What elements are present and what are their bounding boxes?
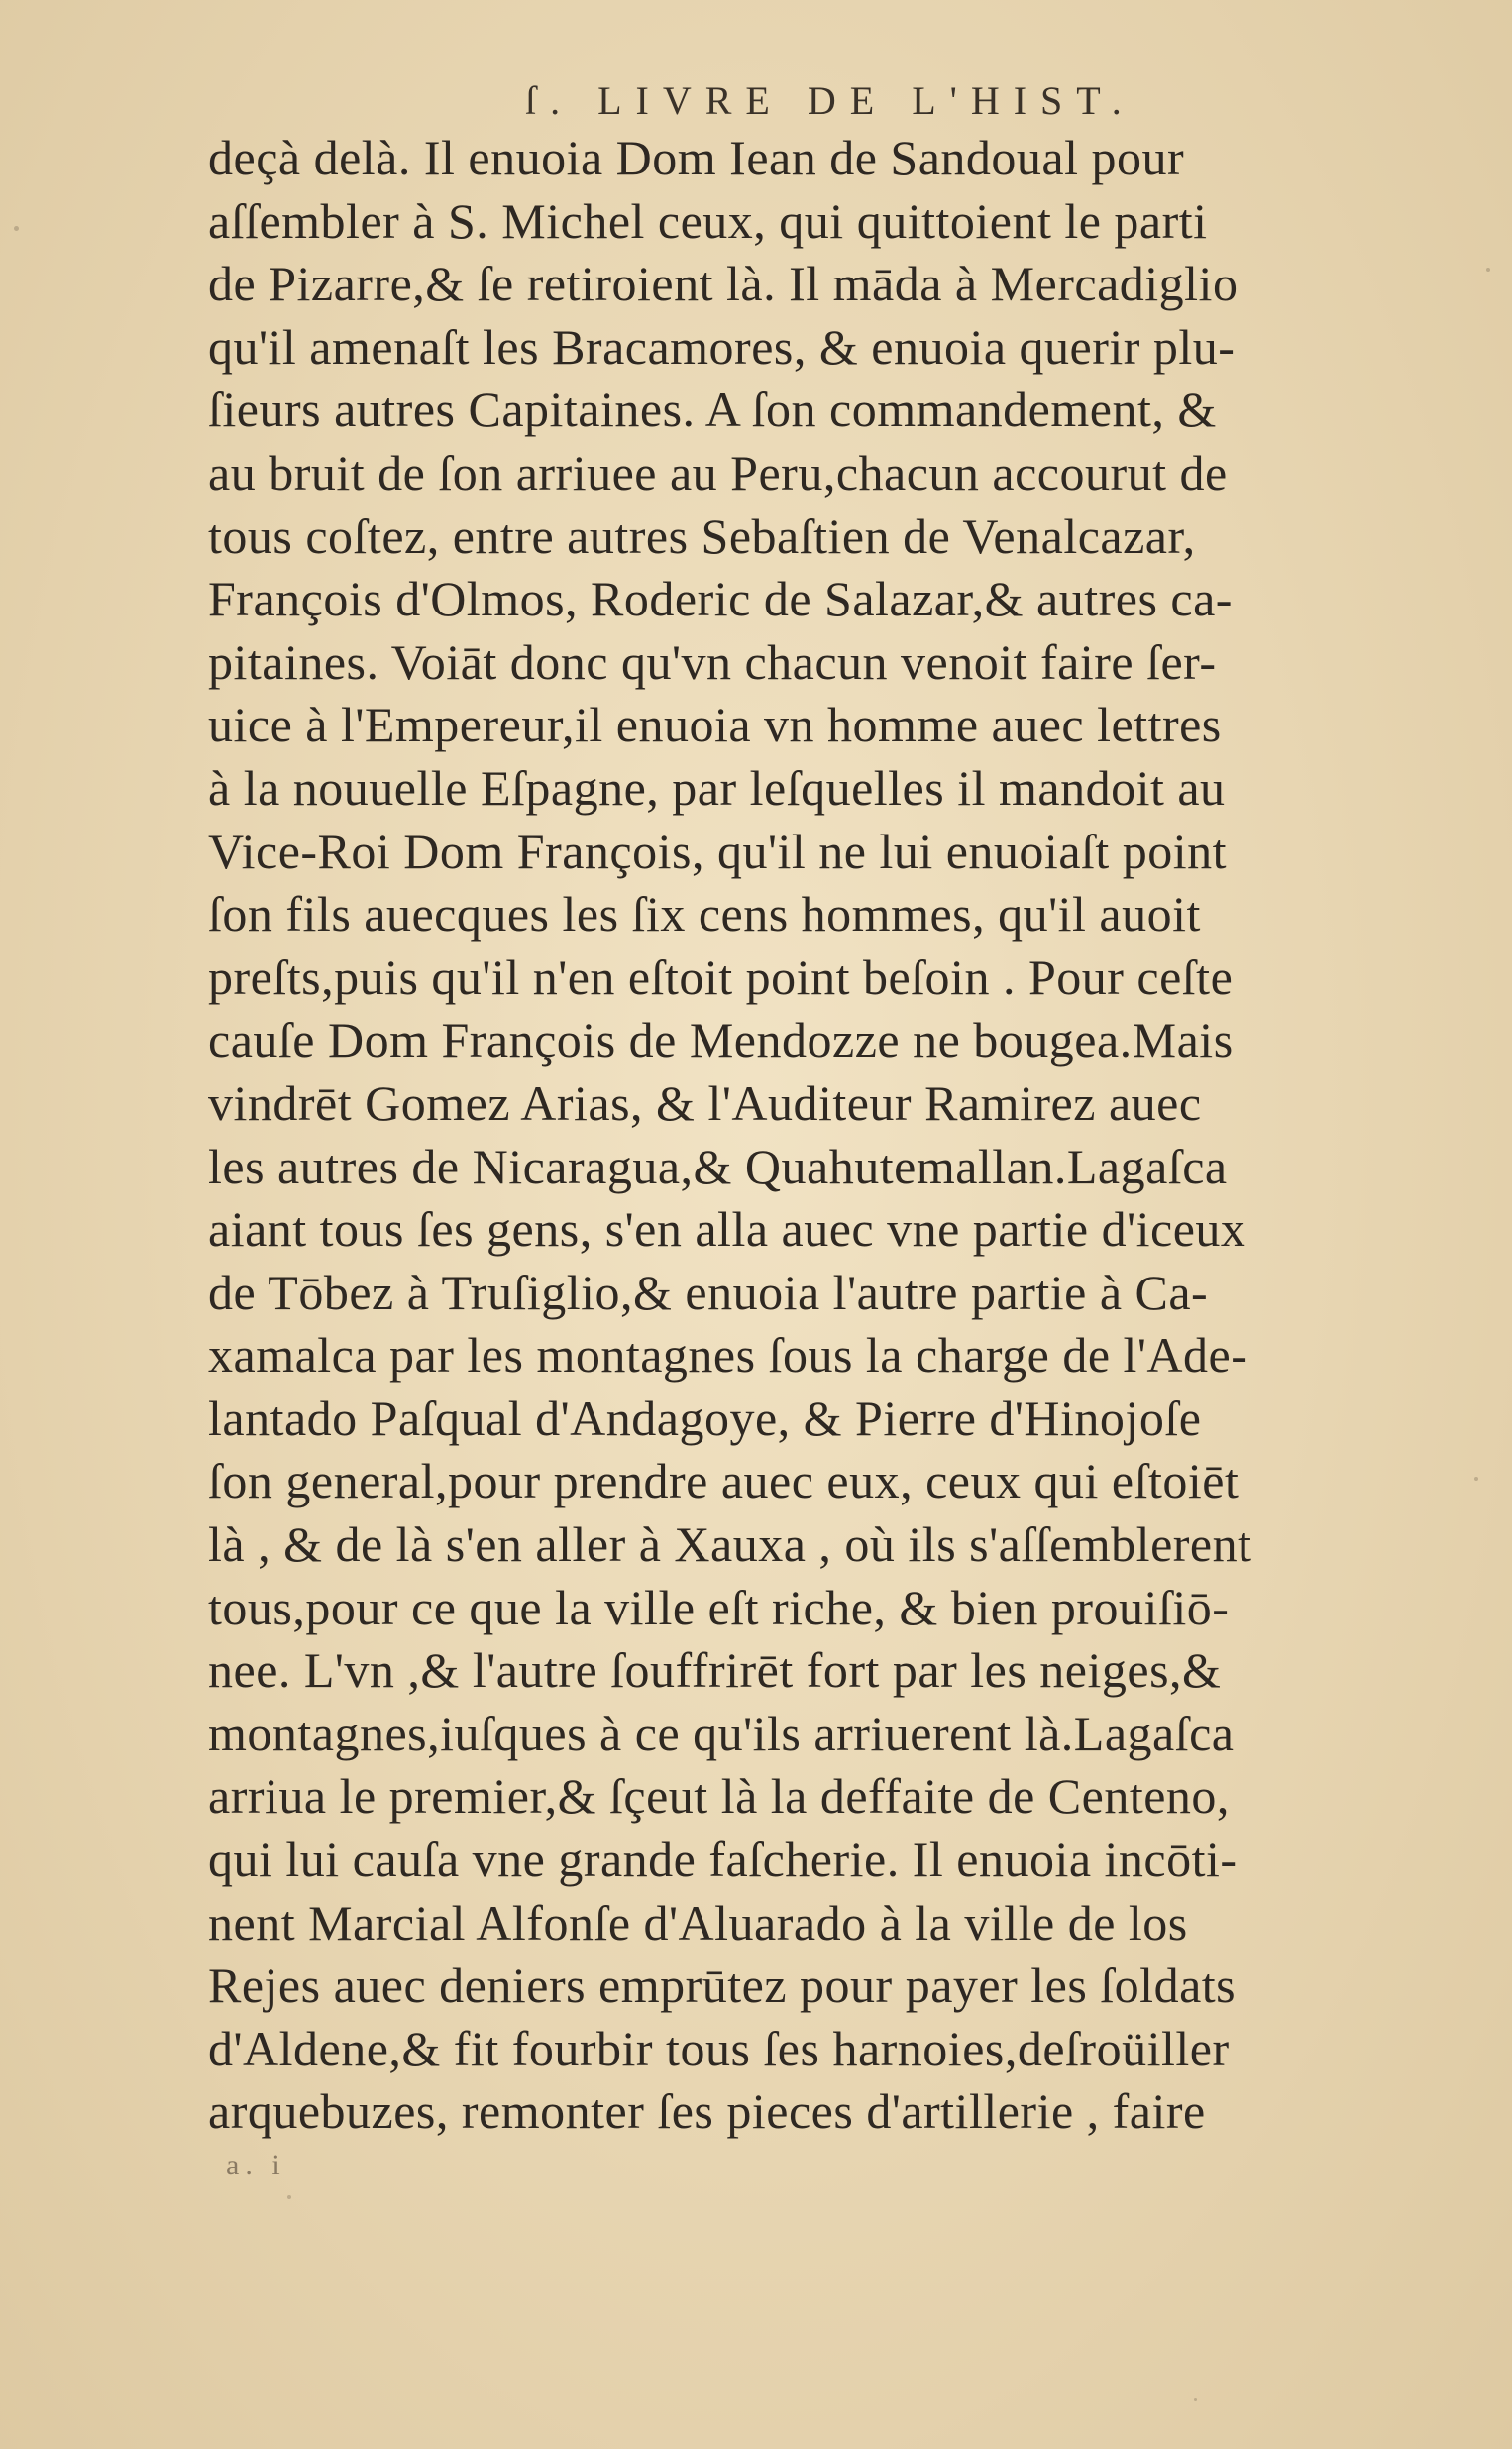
text-line: d'Aldene,& fit fourbir tous ſes harnoies,deſroüiller — [208, 2020, 1230, 2076]
paper-speck — [1474, 1477, 1478, 1481]
signature-mark: a. i — [226, 2149, 286, 2181]
text-line: nent Marcial Alfonſe d'Aluarado à la ville de los — [208, 1894, 1188, 1950]
text-line: à la nouuelle Eſpagne, par leſquelles il mandoit au — [208, 759, 1226, 816]
text-line: arquebuzes, remonter ſes pieces d'artillerie , faire — [208, 2083, 1206, 2140]
text-line: pitaines. Voiāt donc qu'vn chacun venoit faire ſer- — [208, 633, 1217, 690]
text-line: de Tōbez à Truſiglio,& enuoia l'autre partie à Ca- — [208, 1264, 1209, 1320]
text-line: vindrēt Gomez Arias, & l'Auditeur Ramirez auec — [208, 1074, 1202, 1131]
page-header — [0, 71, 1512, 131]
text-line: nee. L'vn ,& l'autre ſouffrirēt fort par les neiges,& — [208, 1642, 1222, 1699]
text-line: uice à l'Empereur,il enuoia vn homme auec lettres — [208, 697, 1222, 753]
text-line: xamalca par les montagnes ſous la charge de l'Ade- — [208, 1327, 1248, 1384]
text-line: aiant tous ſes gens, s'en alla auec vne partie d'iceux — [208, 1201, 1246, 1258]
paper-speck — [1194, 2398, 1197, 2401]
paper-speck — [1486, 268, 1490, 272]
text-line: qu'il amenaſt les Bracamores, & enuoia querir plu- — [208, 318, 1236, 375]
text-line: de Pizarre,& ſe retiroient là. Il māda à Mercadiglio — [208, 256, 1239, 312]
text-line: aſſembler à S. Michel ceux, qui quittoient le parti — [208, 192, 1208, 249]
text-line: au bruit de ſon arriuee au Peru,chacun accourut de — [208, 444, 1228, 501]
text-line: tous coſtez, entre autres Sebaſtien de Venalcazar, — [208, 507, 1196, 564]
body-text — [208, 127, 1417, 2144]
text-line: tous,pour ce que la ville eſt riche, & bien prouiſiō- — [208, 1579, 1230, 1635]
paper-speck — [287, 2195, 291, 2199]
text-line: là , & de là s'en aller à Xauxa , où ils s'aſſemblerent — [208, 1516, 1252, 1573]
text-line: cauſe Dom François de Mendozze ne bougea.Mais — [208, 1012, 1234, 1068]
text-line: arriua le premier,& ſçeut là la deffaite de Centeno, — [208, 1768, 1230, 1825]
text-line: ſon fils aueсques les ſix cens hommes, qu'il auoit — [208, 886, 1201, 943]
text-line: montagnes,iuſques à ce qu'ils arriuerent là.Lagaſca — [208, 1705, 1235, 1761]
text-line: François d'Olmos, Roderic de Salazar,& autres ca- — [208, 571, 1233, 627]
text-line: lantado Paſqual d'Andagoye, & Pierre d'Hinojoſe — [208, 1390, 1202, 1446]
text-line: ſieurs autres Capitaines. A ſon commandement, & — [208, 382, 1217, 438]
running-head: ſ. LIVRE DE L'HIST. — [525, 78, 1135, 123]
text-line: les autres de Nicaragua,& Quahutemallan.Lagaſca — [208, 1138, 1228, 1194]
text-line: preſts,puis qu'il n'en eſtoit point beſoin . Pour ceſte — [208, 948, 1234, 1005]
text-line: deçà delà. Il enuoia Dom Iean de Sandoual pour — [208, 130, 1185, 185]
text-line: Vice-Roi Dom François, qu'il ne lui enuoiaſt point — [208, 823, 1228, 879]
text-line: ſon general,pour prendre auec eux, ceux qui eſtoiēt — [208, 1453, 1240, 1509]
text-line: Rejes auec deniers emprūtez pour payer les ſoldats — [208, 1957, 1237, 2014]
text-line: qui lui cauſa vne grande faſcherie. Il enuoia incōti- — [208, 1832, 1238, 1888]
paper-speck — [14, 226, 19, 231]
